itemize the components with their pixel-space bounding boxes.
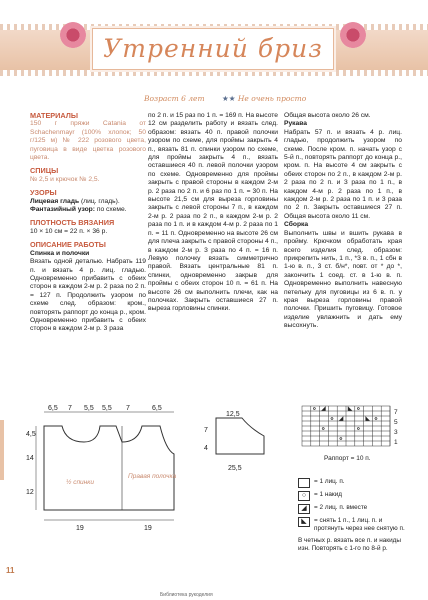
rose-icon <box>60 22 86 48</box>
sleeve-pattern-diagram <box>202 410 282 480</box>
chart-stitch-symbol: ○ <box>356 426 360 433</box>
assembly-heading: Сборка <box>284 221 309 229</box>
legend-note: В четных р. вязать все п. и накиды изн. Повторять с 1-го по 8-й р. <box>298 537 401 552</box>
pattern-1-name: Лицевая гладь <box>30 197 80 205</box>
pattern-2-name: Фантазийный узор: <box>30 206 95 214</box>
pattern-2 <box>30 206 146 214</box>
difficulty-stars-icon: ★★ <box>222 94 236 103</box>
row-num-3: 3 <box>394 429 398 436</box>
sleeve-top-dim: 12,5 <box>226 411 240 418</box>
front-label: Правая полочка <box>128 473 177 480</box>
chart-stitch-symbol: ◣ <box>365 416 370 423</box>
text-column-3 <box>284 112 402 331</box>
pattern-1-desc: (лиц. гладь). <box>79 197 120 205</box>
materials-heading: МАТЕРИАЛЫ <box>30 111 79 120</box>
half-back-label: ½ спинки <box>66 479 94 486</box>
chart-stitch-symbol: ◢ <box>339 416 344 423</box>
footer-label: Библиотека рукоделия <box>160 592 213 598</box>
top-dim-5: 7 <box>126 405 130 412</box>
total-height-text: Общая высота около 26 см. <box>284 112 371 119</box>
age-label: Возраст 6 лет <box>144 94 205 103</box>
chart-stitch-symbol: ○ <box>312 406 316 413</box>
chart-stitch-symbol: ○ <box>339 436 343 443</box>
legend-item <box>298 504 410 514</box>
text-column-1 <box>30 112 146 334</box>
sleeve-mid-dim-2: 4 <box>204 445 208 452</box>
left-decor-bar <box>0 420 4 480</box>
body-text: по 2 п. и 15 раз по 1 п. = 169 п. На высоте 12 см разделить работу и вязать след. образом: вязать 40 п. правой полочки узором по схеме, для проймы закрыть 4 п., вязать 81 п. спинки узором по схеме, для проймы закрыть 4 п., вязать оставшиеся 40 п. левой полочки узором по схеме. Одновременно для проймы закрыть с правой стороны в каждом 2-м р. 2 раза по 2 п. и 6 раз по 1 п. = 30 п. На высоте 21,5 см для выреза горловины закрыть с левой стороны 7 п., в каждом 2-м р. 2 раза по 2 п., в каждом 2-м р. 2 раза по 1 п. и в каждом 4-м р. 2 раза по 1 п. = 11 п. Одновременно на высоте 26 см для плеча закрыть с правой стороны 4 п., в каждом 2-м р. 3 раза по 4 п. = 16 п. Левую полочку вязать симметрично правой. Вязать центральные 81 п. спинки, одновременно закрыв для проймы с обеих сторон 10 п. = 61 п. На высоте 26 см выполнить плечи, как на полочках. Закрыть оставшиеся 27 п. выреза горловины спинки. <box>148 112 278 313</box>
sleeve-bottom-dim: 25,5 <box>228 465 242 472</box>
page-title: Утренний бриз <box>103 34 323 63</box>
top-dim-1: 6,5 <box>48 405 58 412</box>
body-outline <box>44 426 174 510</box>
chart-grid <box>302 406 390 446</box>
left-dim-3: 12 <box>26 489 34 496</box>
chart-stitch-symbol: ○ <box>374 416 378 423</box>
legend-text: = 1 накид <box>314 491 343 498</box>
text-column-2 <box>148 112 278 314</box>
title-box <box>92 28 334 70</box>
sleeve-mid-dim-1: 7 <box>204 427 208 434</box>
legend-item <box>298 491 410 501</box>
pattern-2-desc: по схеме. <box>95 206 127 214</box>
density-heading: ПЛОТНОСТЬ ВЯЗАНИЯ <box>30 218 115 228</box>
density-text: 10 × 10 см = 22 п. × 36 р. <box>30 227 108 235</box>
sleeve-heading: Рукава <box>284 120 307 128</box>
bottom-dim-2: 19 <box>144 525 152 532</box>
top-dim-6: 6,5 <box>152 405 162 412</box>
difficulty-text: Не очень просто <box>237 94 307 103</box>
chart-stitch-symbol: ○ <box>321 426 325 433</box>
chart-stitch-symbol: ○ <box>330 416 334 423</box>
difficulty-label <box>222 94 306 103</box>
chart-stitch-symbol: ◣ <box>348 406 352 413</box>
sleeve-outline <box>216 418 264 454</box>
bottom-dim-1: 19 <box>76 525 84 532</box>
back-heading: Спинка и полочки <box>30 249 90 257</box>
back-text: Вязать одной деталью. Набрать 119 п. и вязать 4 р. лиц. гладью. Одновременно прибавить с обеих сторон в каждом 2-м р. 2 раза по 2 п. = 127 п. Продолжить узором по схеме след. образом: кром., повторять раппорт до конца р., кром. Одновременно прибавить с обеих сторон в каждом 2-м р. 3 раза <box>30 258 146 333</box>
legend-text: = 1 лиц. п. <box>314 478 345 485</box>
sleeve-text: Набрать 57 п. и вязать 4 р. лиц. гладью, продолжить узором по схеме. После кром. п. начать узор с 5-й п., повторять раппорт до конца р., кром. п. На высоте 4 см закрыть с обеих сторон по 2 п., в каждом 2-м р. 2 раза по 2 п. и 3 раза по 1 п., в каждом 4-м р. 2 раза по 1 п., в каждом 2-м р. 2 раза по 1 п. и 3 раза по 2 п. Закрыть оставшиеся 27 п. Общая высота около 11 см. <box>284 128 402 220</box>
legend-item <box>298 478 410 488</box>
legend-text: = снять 1 п., 1 лиц. п. и протянуть через нее снятую п. <box>314 517 405 532</box>
k2tog-icon: ◢ <box>298 504 310 514</box>
assembly-text: Выполнить швы и вшить рукава в пройму. Крючком обработать края всего изделия след. образом: прикрепить нить, 1 п., *3 в. п., 1 сбн в 1-ю в. п., 3 ст. б/н*, повт. от * до *, закончить 1 соед. ст. в 1-ю в. п. Одновременно выполнить навесную петельку для пуговицы из 6 в. п. у края выреза горловины правой полочки. Пришить пуговицу. Готовое изделие увлажнить и дать ему высохнуть. <box>284 229 402 330</box>
chart-stitch-symbol: ○ <box>356 406 360 413</box>
header-banner <box>0 14 428 82</box>
yarn-over-icon: ○ <box>298 491 310 501</box>
knitting-chart <box>298 404 410 474</box>
top-dim-4: 5,5 <box>102 405 112 412</box>
legend-text: = 2 лиц. п. вместе <box>314 504 368 511</box>
chart-stitch-symbol: ◢ <box>321 406 326 413</box>
work-heading: ОПИСАНИЕ РАБОТЫ <box>30 240 106 250</box>
left-dim-1: 4,5 <box>26 431 36 438</box>
top-dim-2: 7 <box>68 405 72 412</box>
row-num-5: 5 <box>394 419 398 426</box>
needles-heading: СПИЦЫ <box>30 166 59 176</box>
pattern-1 <box>30 198 146 206</box>
row-num-1: 1 <box>394 439 398 446</box>
needles-text: № 2,5 и крючок № 2,5. <box>30 175 100 183</box>
chart-legend <box>298 478 410 553</box>
legend-item <box>298 517 410 533</box>
knit-stitch-icon <box>298 478 310 488</box>
lace-border-bottom <box>0 70 428 76</box>
rose-icon <box>340 22 366 48</box>
materials-text: 150 г пряжи Catania от Schachenmayr (100% хлопок; 50 г/125 м) № 222 розового цвета, пуговица в виде цветка розового цвета. <box>30 120 146 162</box>
left-dim-2: 14 <box>26 455 34 462</box>
skpo-icon: ◣ <box>298 517 310 527</box>
patterns-heading: УЗОРЫ <box>30 188 57 198</box>
page-number: 11 <box>6 566 15 575</box>
body-pattern-diagram <box>26 402 196 532</box>
row-num-7: 7 <box>394 409 398 416</box>
top-dim-3: 5,5 <box>84 405 94 412</box>
rapport-label: Раппорт = 10 п. <box>324 455 371 462</box>
